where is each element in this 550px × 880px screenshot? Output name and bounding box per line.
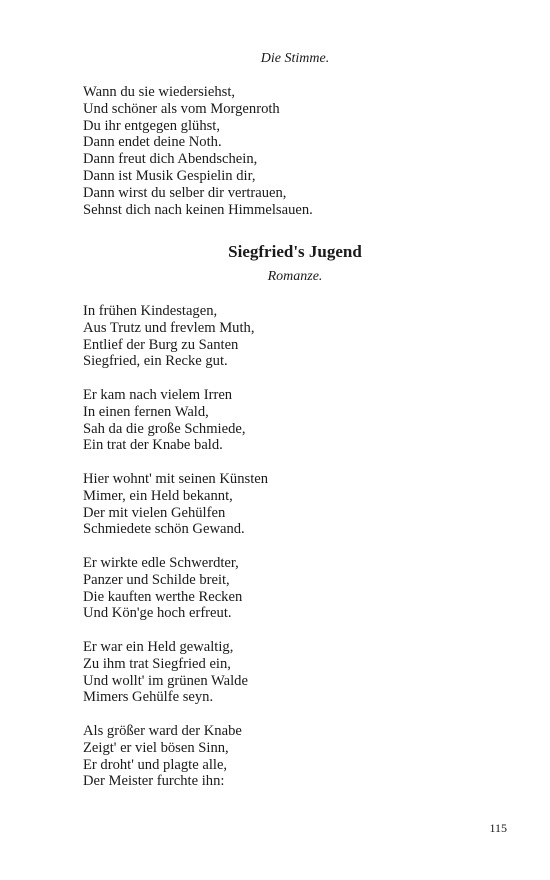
verse-line: Du ihr entgegen glühst,: [83, 117, 220, 134]
verse-line: Wann du sie wiedersiehst,: [83, 84, 236, 100]
verse-line: Er wirkte edle Schwerdter,: [83, 555, 239, 571]
poem-title: Siegfried's Jugend: [228, 242, 362, 261]
verse-line: Er war ein Held gewaltig,: [83, 639, 234, 655]
verse-line: Dann ist Musik Gespielin dir,: [83, 167, 256, 184]
stanza-5: [83, 639, 248, 706]
verse-line: Dann freut dich Abendschein,: [83, 151, 258, 168]
verse-line: Schmiedete schön Gewand.: [83, 521, 245, 538]
verse-line: Hier wohnt' mit seinen Künsten: [83, 471, 269, 487]
verse-line: Sehnst dich nach keinen Himmelsauen.: [83, 201, 313, 218]
speaker-heading: Die Stimme.: [260, 51, 330, 66]
poem-subtitle: Romanze.: [267, 269, 323, 284]
verse-line: Und schöner als vom Morgenroth: [83, 100, 280, 117]
verse-line: Zeigt' er viel bösen Sinn,: [83, 739, 229, 756]
verse-line: Entlief der Burg zu Santen: [83, 336, 239, 353]
verse-line: Aus Trutz und frevlem Muth,: [83, 319, 255, 336]
verse-line: Dann wirst du selber dir vertrauen,: [83, 184, 287, 201]
stanza-4: [83, 555, 242, 622]
stanza-6: [83, 723, 242, 790]
verse-line: Der mit vielen Gehülfen: [83, 504, 226, 521]
verse-line: Und Kön'ge hoch erfreut.: [83, 605, 232, 622]
stanza-3: [83, 471, 268, 538]
verse-line: Als größer ward der Knabe: [83, 723, 242, 739]
stanza-2: [83, 387, 246, 454]
verse-line: Der Meister furchte ihn:: [83, 773, 225, 790]
intro-stanza: [83, 84, 313, 218]
verse-line: Zu ihm trat Siegfried ein,: [83, 655, 231, 672]
verse-line: Panzer und Schilde breit,: [83, 571, 230, 588]
stanza-1: [83, 303, 254, 370]
verse-line: Ein trat der Knabe bald.: [83, 437, 223, 454]
verse-line: Mimers Gehülfe seyn.: [83, 689, 214, 706]
verse-line: In einen fernen Wald,: [83, 403, 209, 420]
verse-line: Er kam nach vielem Irren: [83, 387, 233, 403]
verse-line: Er droht' und plagte alle,: [83, 756, 228, 773]
verse-line: Sah da die große Schmiede,: [83, 420, 246, 437]
verse-line: Mimer, ein Held bekannt,: [83, 487, 233, 504]
verse-line: Und wollt' im grünen Walde: [83, 672, 248, 689]
verse-line: In frühen Kindestagen,: [83, 303, 218, 319]
verse-line: Die kauften werthe Recken: [83, 588, 243, 605]
verse-line: Dann endet deine Noth.: [83, 134, 222, 151]
verse-line: Siegfried, ein Recke gut.: [83, 353, 228, 370]
page-number: 115: [489, 821, 507, 835]
